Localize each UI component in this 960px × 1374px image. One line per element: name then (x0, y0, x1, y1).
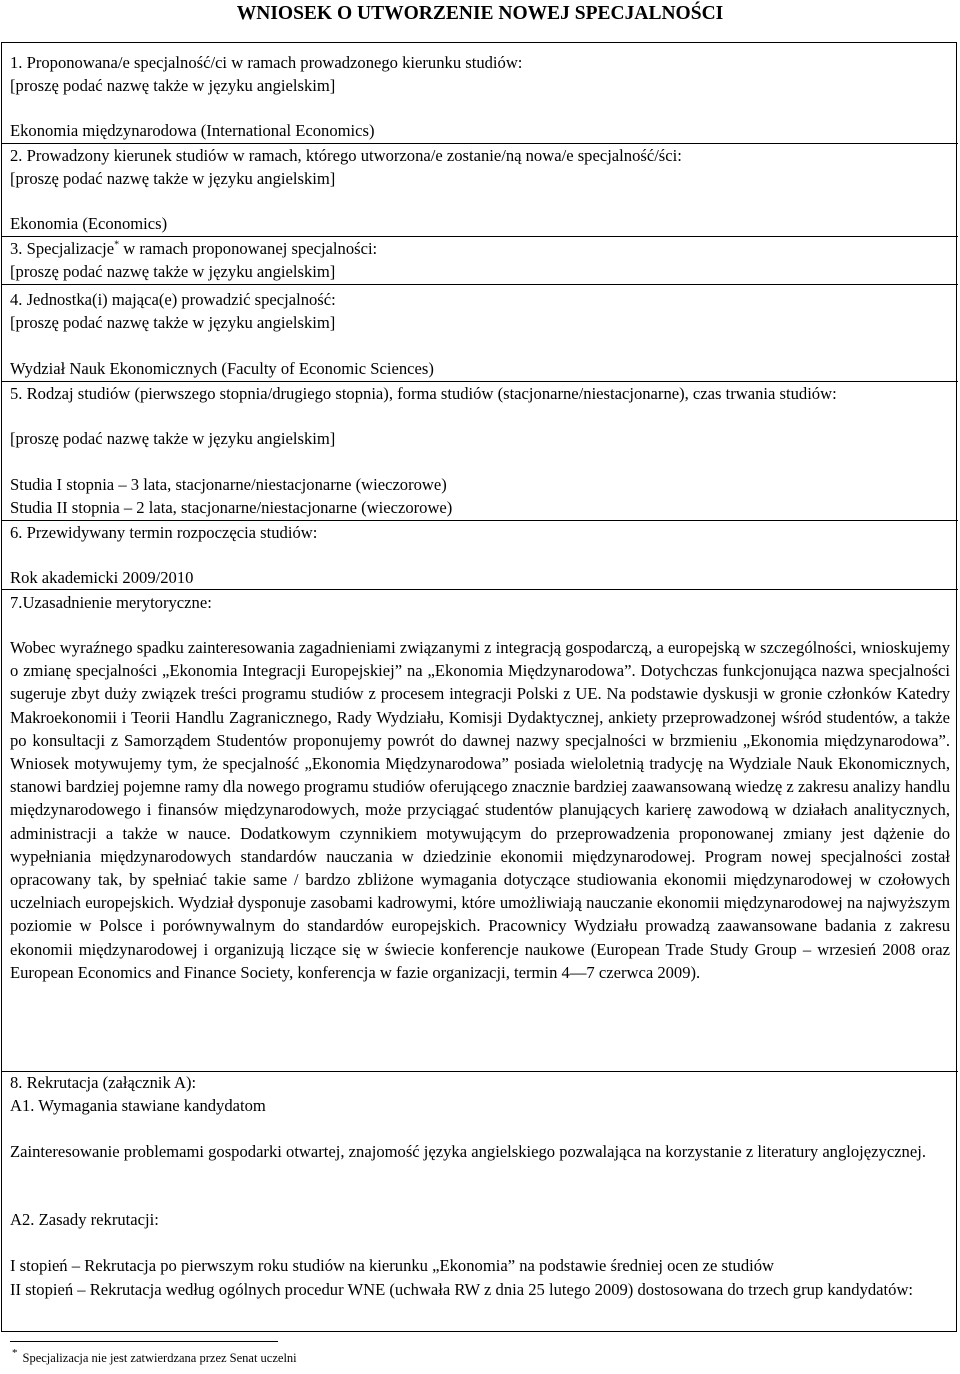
footnote-mark: * (114, 239, 120, 251)
s3-hint: [proszę podać nazwę także w języku angielskim] (10, 262, 336, 281)
s4-value: Wydział Nauk Ekonomicznych (Faculty of Economic Sciences) (10, 359, 434, 378)
s8-label: 8. Rekrutacja (załącznik A): (10, 1073, 197, 1092)
row-divider (2, 284, 958, 285)
s1-value: Ekonomia międzynarodowa (International Economics) (10, 121, 375, 140)
s6-label: 6. Przewidywany termin rozpoczęcia studiów: (10, 523, 318, 542)
s5-line1: Studia I stopnia – 3 lata, stacjonarne/niestacjonarne (wieczorowe) (10, 475, 447, 494)
s8-a1-text: Zainteresowanie problemami gospodarki otwartej, znajomość języka angielskiego pozwalająca na korzystanie z literatury anglojęzycznej. (10, 1142, 926, 1161)
s5-hint: [proszę podać nazwę także w języku angielskim] (10, 429, 336, 448)
s3-label: 3. Specjalizacje* w ramach proponowanej specjalności: (10, 239, 378, 258)
s8-a2-line1: I stopień – Rekrutacja po pierwszym roku studiów na kierunku „Ekonomia” na podstawie średniej ocen ze studiów (10, 1256, 775, 1275)
s6-value: Rok akademicki 2009/2010 (10, 568, 194, 587)
s8-a1-label: A1. Wymagania stawiane kandydatom (10, 1096, 266, 1115)
s5-label: 5. Rodzaj studiów (pierwszego stopnia/drugiego stopnia), forma studiów (stacjonarne/niestacjonarne), czas trwania studiów: (10, 384, 837, 403)
s1-label: 1. Proponowana/e specjalność/ci w ramach prowadzonego kierunku studiów: (10, 53, 523, 72)
row-divider (2, 520, 958, 521)
s8-a2-line2: II stopień – Rekrutacja według ogólnych procedur WNE (uchwała RW z dnia 25 lutego 2009) dostosowana do trzech grup kandydatów: (10, 1280, 914, 1299)
document-title: WNIOSEK O UTWORZENIE NOWEJ SPECJALNOŚCI (236, 3, 724, 24)
s4-hint: [proszę podać nazwę także w języku angielskim] (10, 313, 336, 332)
s7-justification-text: Wobec wyraźnego spadku zainteresowania zagadnieniami związanymi z integracją gospodarczą, a europejską w szczególności, wnioskujemy o zmianę specjalności „Ekonomia Integracji Europejskiej” na „Ekonomia Międzynarodowa”. Dotychczas funkcjonująca nazwa specjalności sugeruje zbyt duży związek treści programu studiów z procesem integracji Polski z UE. Na podstawie dyskusji w gronie członków Katedry Makroekonomii i Teorii Handlu Zagranicznego, Rady Wydziału, Komisji Dydaktycznej, ankiety przeprowadzonej wśród studentów, a także po konsultacji z Samorządem Studentów proponujemy powrót do dawnej nazwy specjalności w brzmieniu „Ekonomia międzynarodowa”. Wniosek motywujemy tym, że specjalność „Ekonomia Międzynarodowa” posiada wieloletnią tradycję na Wydziale Nauk Ekonomicznych, stanowi bardziej pojemne ramy dla nowego programu studiów oferującego znacznie bardziej zaawansowaną wiedzę z zakresu analizy handlu międzynarodowego i finansów międzynarodowych, może przyciągać studentów planujących karierę zawodową w działach analitycznych, administracji a także w nauce. Dodatkowym czynnikiem motywującym do przeprowadzenia proponowanej zmiany jest dążenie do wypełniania międzynarodowych standardów nauczania w dziedzinie ekonomii międzynarodowej. Program nowej specjalności został opracowany tak, by spełniać takie same / bardzo zbliżone wymagania dotyczące studiowania ekonomii międzynarodowej w czołowych uczelniach europejskich. Wydział dysponuje zasobami kadrowymi, które umożliwiają nauczanie ekonomii międzynarodowej na najwyższym poziomie w Polsce i porównywalnym do standardów europejskich. Pracownicy Wydziału prowadzą zaawansowane badania z zakresu ekonomii międzynarodowej i organizują liczące się w świecie konferencje naukowe (European Trade Study Group – wrzesień 2008 oraz European Economics and Finance Society, konferencja w fazie organizacji, termin 4—7 czerwca 2009). (10, 638, 950, 982)
s8-a2-label: A2. Zasady rekrutacji: (10, 1210, 159, 1229)
row-divider (2, 236, 958, 237)
row-divider (2, 589, 958, 590)
footnote-separator (10, 1341, 278, 1342)
s4-label: 4. Jednostka(i) mająca(e) prowadzić specjalność: (10, 290, 336, 309)
s5-line2: Studia II stopnia – 2 lata, stacjonarne/niestacjonarne (wieczorowe) (10, 498, 453, 517)
s2-hint: [proszę podać nazwę także w języku angielskim] (10, 169, 336, 188)
s2-label: 2. Prowadzony kierunek studiów w ramach, którego utworzona/e zostanie/ną nowa/e specjalność/ści: (10, 146, 682, 165)
row-divider (2, 143, 958, 144)
s7-label: 7.Uzasadnienie merytoryczne: (10, 593, 212, 612)
footnote-mark: * (12, 1347, 18, 1359)
footnote: * Specjalizacja nie jest zatwierdzana przez Senat uczelni (12, 1347, 297, 1365)
s2-value: Ekonomia (Economics) (10, 214, 168, 233)
s1-hint: [proszę podać nazwę także w języku angielskim] (10, 76, 336, 95)
